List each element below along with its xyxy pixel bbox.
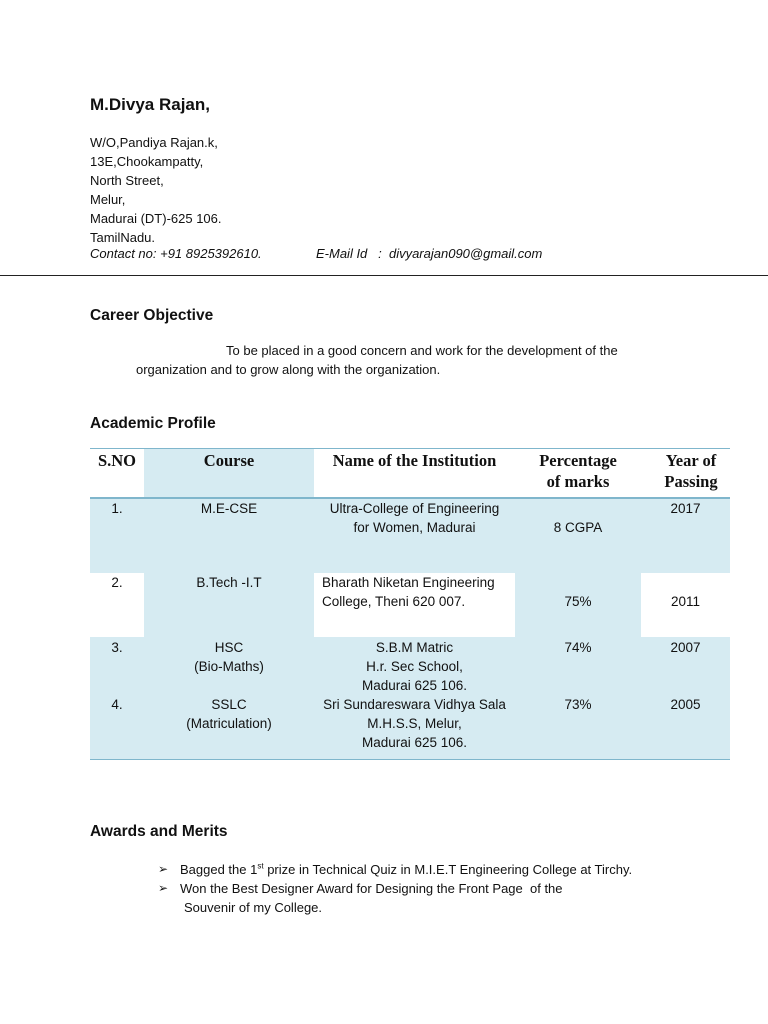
- institution-line: Ultra-College of Engineering: [329, 501, 500, 516]
- award-continuation: Souvenir of my College.: [184, 900, 323, 915]
- institution-line: Madurai 625 106.: [361, 678, 468, 693]
- email-address: E-Mail Id : divyarajan090@gmail.com: [316, 246, 543, 261]
- institution-line: M.H.S.S, Melur,: [367, 716, 462, 731]
- address-block: [90, 133, 222, 247]
- institution-line: College, Theni 620 007.: [322, 594, 466, 609]
- row2-percentage: 75%: [564, 594, 592, 609]
- contact-row: [90, 246, 543, 261]
- course-line: (Bio-Maths): [194, 659, 264, 674]
- address-line: W/O,Pandiya Rajan.k,: [90, 135, 218, 150]
- header-year: [641, 450, 741, 492]
- row1-percentage: 8 CGPA: [553, 520, 603, 535]
- arrow-bullet-icon: ➢: [158, 881, 169, 895]
- institution-line: Madurai 625 106.: [361, 735, 468, 750]
- institution-line: Sri Sundareswara Vidhya Sala: [323, 697, 506, 712]
- table-bottom-border: [90, 759, 730, 760]
- row3-year: 2007: [670, 640, 701, 655]
- row2-year: 2011: [670, 594, 701, 609]
- address-line: 13E,Chookampatty,: [90, 154, 204, 169]
- awards-heading: Awards and Merits: [90, 823, 228, 840]
- row2-course: B.Tech -I.T: [196, 575, 262, 590]
- header-year-line: Year of: [665, 451, 717, 470]
- row1-sno: 1.: [111, 501, 123, 516]
- course-line: (Matriculation): [186, 716, 272, 731]
- header-divider: [0, 275, 768, 276]
- row1-course: M.E-CSE: [200, 501, 258, 516]
- academic-profile-heading: Academic Profile: [90, 415, 216, 432]
- candidate-name: M.Divya Rajan,: [90, 95, 210, 114]
- row4-year: 2005: [670, 697, 701, 712]
- course-line: SSLC: [211, 697, 247, 712]
- course-line: HSC: [214, 640, 244, 655]
- address-line: Melur,: [90, 192, 126, 207]
- institution-line: S.B.M Matric: [375, 640, 454, 655]
- table-top-border: [90, 448, 730, 449]
- address-line: Madurai (DT)-625 106.: [90, 211, 222, 226]
- header-sno: S.NO: [97, 451, 137, 470]
- award-item: [158, 879, 632, 898]
- contact-number: Contact no: +91 8925392610.: [90, 246, 262, 261]
- address-line: North Street,: [90, 173, 164, 188]
- objective-line: To be placed in a good concern and work for the development of the: [226, 343, 618, 358]
- row3-percentage: 74%: [564, 640, 592, 655]
- award-text: Bagged the 1: [180, 862, 258, 877]
- row3-institution: [314, 638, 515, 695]
- header-percentage: [515, 450, 641, 492]
- row4-course: [144, 695, 314, 733]
- arrow-bullet-icon: ➢: [158, 862, 169, 876]
- row2-institution: [322, 573, 515, 611]
- award-text: Won the Best Designer Award for Designing the Front Page of the: [180, 881, 563, 896]
- address-line: TamilNadu.: [90, 230, 156, 245]
- institution-line: for Women, Madurai: [353, 520, 476, 535]
- career-objective-text: [90, 341, 690, 379]
- award-superscript: st: [257, 861, 264, 871]
- header-percentage-line: of marks: [546, 472, 610, 491]
- objective-line: organization and to grow along with the organization.: [136, 362, 441, 377]
- row4-sno: 4.: [111, 697, 123, 712]
- institution-line: Bharath Niketan Engineering: [322, 575, 495, 590]
- institution-line: H.r. Sec School,: [366, 659, 463, 674]
- academic-table: [90, 448, 730, 760]
- row2-sno: 2.: [111, 575, 123, 590]
- row4-percentage: 73%: [564, 697, 592, 712]
- header-institution: Name of the Institution: [332, 451, 497, 470]
- row1-institution: [314, 499, 515, 537]
- row1-year: 2017: [670, 501, 701, 516]
- header-course: Course: [203, 451, 255, 470]
- header-year-line: Passing: [664, 472, 718, 491]
- award-item: [158, 860, 632, 879]
- row3-course: [144, 638, 314, 676]
- row4-institution: [314, 695, 515, 752]
- awards-list: [158, 860, 632, 917]
- header-percentage-line: Percentage: [539, 451, 617, 470]
- career-objective-heading: Career Objective: [90, 307, 214, 324]
- award-text: prize in Technical Quiz in M.I.E.T Engineering College at Tirchy.: [263, 862, 633, 877]
- row3-sno: 3.: [111, 640, 123, 655]
